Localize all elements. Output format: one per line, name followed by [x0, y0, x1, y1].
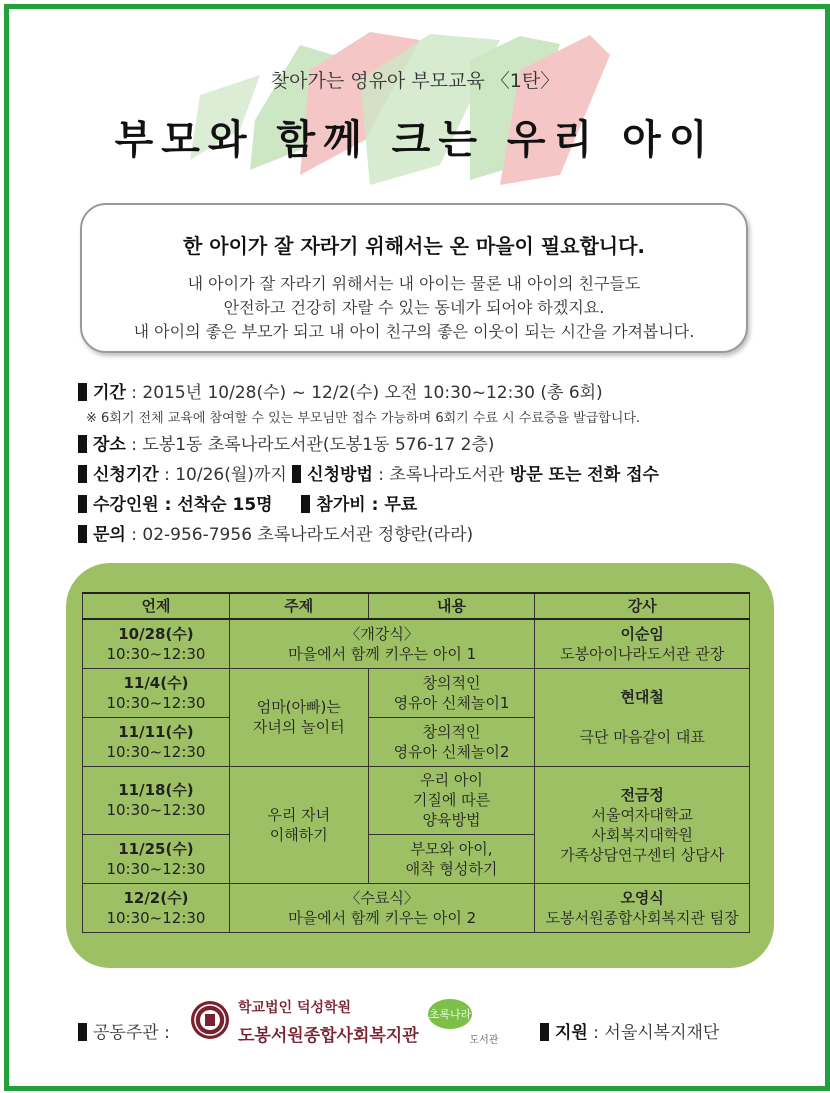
- content-cell: [368, 717, 535, 766]
- callout-heading: 한 아이가 잘 자라기 위해서는 온 마을이 필요합니다.: [182, 234, 646, 258]
- column-header: 언제: [83, 593, 230, 619]
- contact-value: : 02-956-7956 초록나라도서관 정향란(라라): [125, 525, 474, 545]
- content-line: 영유아 신체놀이2: [393, 742, 510, 761]
- bullet-square-icon: [292, 465, 301, 483]
- cohost-label: 공동주관: [93, 1023, 159, 1043]
- instructor-name: 이순임: [620, 624, 664, 643]
- topic-cell: [229, 668, 368, 766]
- session-cell: [83, 668, 230, 717]
- session-date: 11/18(수): [118, 781, 194, 799]
- library-logo-text: 초록나라: [428, 1008, 472, 1021]
- table-row: [83, 883, 750, 932]
- count-label: 수강인원: [93, 495, 159, 515]
- method-label: 신청방법: [307, 465, 373, 485]
- session-cell: [83, 834, 230, 883]
- topic-line: 자녀의 놀이터: [252, 718, 345, 736]
- content-line: 부모와 아이,: [410, 839, 493, 858]
- callout-body: [82, 272, 746, 344]
- session-time: 10:30~12:30: [106, 859, 206, 878]
- fee-label: 참가비: [316, 495, 366, 515]
- place-label: 장소: [93, 435, 126, 455]
- instructor-role: 가족상담연구센터 상담사: [560, 845, 725, 864]
- bullet-square-icon: [78, 1023, 87, 1041]
- opening-title: 〈개강식〉: [345, 624, 419, 643]
- column-header: 강사: [535, 593, 750, 619]
- content-cell: [368, 834, 535, 883]
- opening-cell: [229, 619, 534, 668]
- bullet-square-icon: [301, 495, 310, 513]
- intro-callout: [80, 203, 748, 353]
- content-line: 창의적인: [422, 673, 481, 692]
- session-time: 10:30~12:30: [106, 742, 206, 761]
- topic-line: 엄마(아빠)는: [256, 698, 341, 716]
- contact-row: [78, 520, 778, 550]
- apply-label: 신청기간: [93, 465, 159, 485]
- bullet-square-icon: [78, 465, 87, 483]
- instructor-role: 극단 마음같이 대표: [579, 728, 705, 746]
- method-value: : 초록나라도서관: [372, 465, 510, 485]
- opening-subtitle: 마을에서 함께 키우는 아이 1: [288, 644, 477, 663]
- support-label: 지원: [555, 1023, 588, 1043]
- cohost-separator: :: [158, 1023, 170, 1043]
- column-header: 주제: [229, 593, 368, 619]
- session-time: 10:30~12:30: [106, 801, 206, 819]
- content-line: 양육방법: [422, 811, 481, 829]
- fee-value: : 무료: [365, 495, 418, 515]
- cohost-organization: [238, 997, 419, 1046]
- column-header: 내용: [368, 593, 535, 619]
- apply-row: [78, 460, 778, 490]
- session-date: 12/2(수): [123, 888, 189, 907]
- place-value: : 도봉1동 초록나라도서관(도봉1동 576-17 2층): [125, 435, 495, 455]
- session-cell: [83, 717, 230, 766]
- session-time: 10:30~12:30: [106, 644, 206, 663]
- method-value-emphasis: 방문 또는 전화 접수: [509, 465, 659, 485]
- cohost-label-row: [78, 1018, 170, 1043]
- period-value: : 2015년 10/28(수) ~ 12/2(수) 오전 10:30~12:30 (총 6회): [125, 383, 603, 403]
- library-logo-subtext: 도서관: [469, 1035, 499, 1046]
- brush-decoration: [0, 0, 830, 200]
- session-time: 10:30~12:30: [106, 908, 206, 927]
- callout-line: 내 아이의 좋은 부모가 되고 내 아이 친구의 좋은 이웃이 되는 시간을 가져봅니다.: [133, 322, 695, 341]
- bullet-square-icon: [78, 435, 87, 453]
- instructor-role: 서울여자대학교: [591, 805, 693, 824]
- content-cell: [368, 766, 535, 834]
- bullet-square-icon: [540, 1023, 549, 1041]
- period-note: ※ 6회기 전체 교육에 참여할 수 있는 부모님만 접수 가능하며 6회기 수료 시 수료증을 발급합니다.: [86, 411, 641, 426]
- org-parent: 학교법인 덕성학원: [238, 1000, 352, 1016]
- count-row: [78, 490, 778, 520]
- content-line: 기질에 따른: [412, 791, 491, 809]
- instructor-cell: [535, 766, 750, 883]
- instructor-cell: [535, 619, 750, 668]
- university-seal-icon: [190, 1000, 230, 1040]
- library-logo: [424, 997, 500, 1047]
- schedule-table: [82, 592, 750, 933]
- instructor-role: 도봉서원종합사회복지관 팀장: [545, 908, 739, 927]
- topic-line: 우리 자녀: [267, 805, 331, 824]
- place-row: [78, 430, 778, 460]
- content-line: 창의적인: [422, 722, 481, 741]
- table-row: [83, 619, 750, 668]
- session-date: 10/28(수): [118, 624, 194, 643]
- content-line: 우리 아이: [420, 771, 483, 789]
- table-row: [83, 668, 750, 717]
- topic-line: 이해하기: [269, 825, 328, 844]
- session-date: 11/4(수): [123, 673, 189, 692]
- instructor-name: 현대철: [620, 688, 664, 706]
- page-title: 부모와 함께 크는 우리 아이: [114, 116, 716, 163]
- bullet-square-icon: [78, 525, 87, 543]
- content-line: 영유아 신체놀이1: [393, 693, 510, 712]
- apply-value: : 10/26(월)까지: [158, 465, 293, 485]
- period-label: 기간: [93, 383, 126, 403]
- topic-cell: [229, 766, 368, 883]
- org-name: 도봉서원종합사회복지관: [238, 1026, 419, 1046]
- period-row: [78, 378, 778, 408]
- session-cell: [83, 883, 230, 932]
- table-header-row: [83, 593, 750, 619]
- callout-line: 안전하고 건강히 자랄 수 있는 동네가 되어야 하겠지요.: [223, 298, 605, 317]
- session-time: 10:30~12:30: [106, 693, 206, 712]
- closing-subtitle: 마을에서 함께 키우는 아이 2: [288, 908, 477, 927]
- closing-title: 〈수료식〉: [345, 888, 419, 907]
- closing-cell: [229, 883, 534, 932]
- page-subtitle: 찾아가는 영유아 부모교육 〈1탄〉: [270, 70, 560, 92]
- session-date: 11/25(수): [118, 839, 194, 858]
- table-row: [83, 766, 750, 834]
- count-value: : 선착순 15명: [158, 495, 273, 515]
- instructor-name: 전금정: [620, 785, 664, 804]
- session-date: 11/11(수): [118, 722, 194, 741]
- instructor-cell: [535, 883, 750, 932]
- callout-line: 내 아이가 잘 자라기 위해서는 내 아이는 물론 내 아이의 친구들도: [187, 274, 641, 293]
- instructor-role: 도봉아이나라도서관 관장: [560, 644, 725, 663]
- instructor-cell: [535, 668, 750, 766]
- bullet-square-icon: [78, 495, 87, 513]
- bullet-square-icon: [78, 383, 87, 401]
- content-line: 애착 형성하기: [405, 859, 498, 878]
- contact-label: 문의: [93, 525, 126, 545]
- content-cell: [368, 668, 535, 717]
- support-row: [540, 1018, 719, 1043]
- info-section: [78, 378, 778, 550]
- instructor-name: 오영식: [620, 888, 664, 907]
- support-value: : 서울시복지재단: [587, 1023, 720, 1043]
- session-cell: [83, 766, 230, 834]
- instructor-role: 사회복지대학원: [591, 825, 693, 844]
- session-cell: [83, 619, 230, 668]
